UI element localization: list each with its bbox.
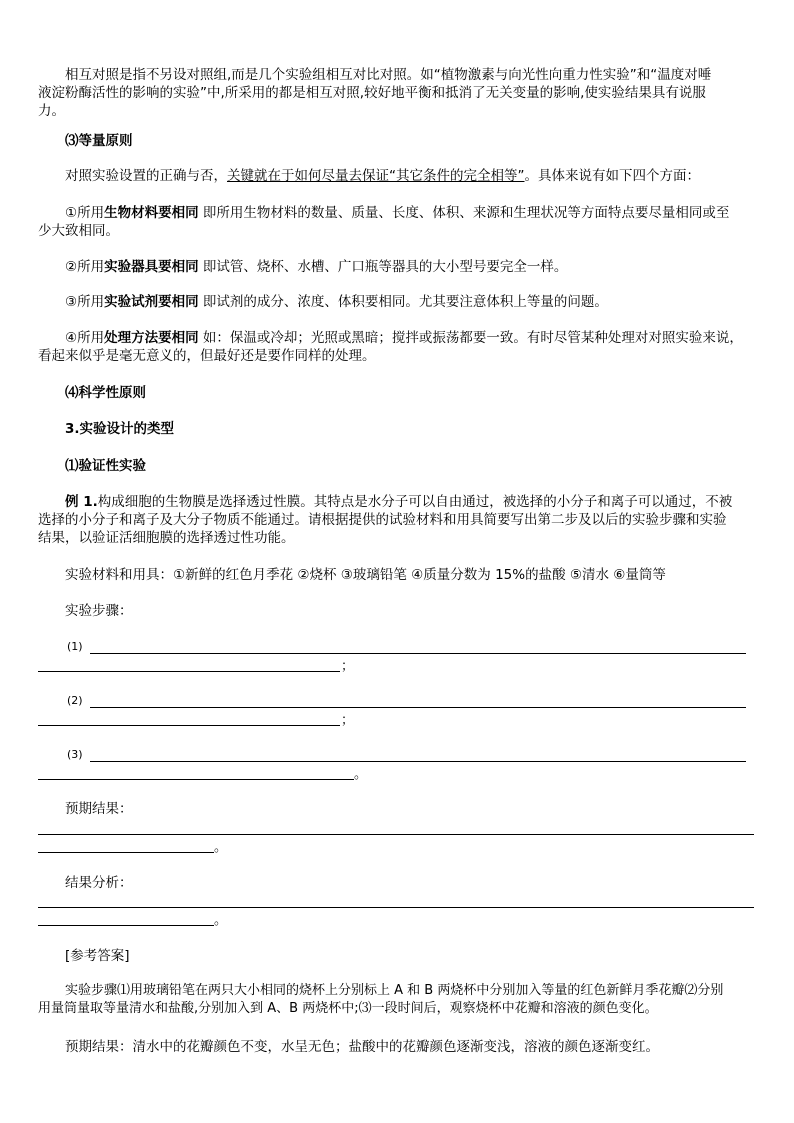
step-3-answer-line-2[interactable] [38, 779, 354, 780]
section-heading-verify: ⑴验证性实验 [65, 458, 146, 474]
steps-label: 实验步骤： [65, 603, 133, 619]
key-phrase: 关键就在于如何尽量去保证“其它条件的完全相等” [227, 168, 525, 184]
materials-list: 实验材料和用具：①新鲜的红色月季花 ②烧杯 ③玻璃铅笔 ④质量分数为 15%的盐酸 ⑤清水 ⑥量筒等 [65, 567, 666, 583]
step-2-answer-line-2[interactable] [38, 725, 340, 726]
intro-line-3: 力。 [38, 103, 65, 119]
step-1-answer-line-2[interactable] [38, 671, 340, 672]
example-line-3: 结果，以验证活细胞膜的选择透过性功能。 [38, 530, 295, 546]
item-2: ②所用实验器具要相同 即试管、烧杯、水槽、广口瓶等器具的大小型号要完全一样。 [65, 259, 568, 275]
expected-end-mark: 。 [214, 840, 228, 855]
intro-line-1: 相互对照是指不另设对照组,而是几个实验组相互对比对照。如“植物激素与向光性向重力性实验”和“温度对唾 [65, 67, 712, 83]
item-4-line-1: ④所用处理方法要相同 如：保温或冷却；光照或黑暗；搅拌或振荡都要一致。有时尽管某种处理对对照实验来说， [65, 330, 743, 346]
analysis-label: 结果分析： [65, 875, 133, 891]
expected-label: 预期结果： [65, 801, 133, 817]
example-line-2: 选择的小分子和离子及大分子物质不能通过。请根据提供的试验材料和用具简要写出第二步及以后的实验步骤和实验 [38, 512, 727, 528]
expected-answer-line-1[interactable] [38, 834, 754, 835]
step-2-number: (2) [67, 694, 83, 707]
example-line-1: 例 1.构成细胞的生物膜是选择透过性膜。其特点是水分子可以自由通过，被选择的小分子和离子可以通过，不被 [65, 494, 733, 510]
analysis-answer-line-1[interactable] [38, 907, 754, 908]
item-4-line-2: 看起来似乎是毫无意义的，但最好还是要作同样的处理。 [38, 348, 376, 364]
step-1-number: (1) [67, 640, 83, 653]
section-heading-science: ⑷科学性原则 [65, 385, 146, 401]
answer-line-1: 实验步骤⑴用玻璃铅笔在两只大小相同的烧杯上分别标上 A 和 B 两烧杯中分别加入等量的红色新鲜月季花瓣⑵分别 [65, 983, 724, 998]
section-heading-equal: ⑶等量原则 [65, 133, 133, 149]
equal-principle-paragraph: 对照实验设置的正确与否，关键就在于如何尽量去保证“其它条件的完全相等”。具体来说有如下四个方面： [65, 168, 700, 184]
expected-answer-line-2[interactable] [38, 852, 214, 853]
item-3: ③所用实验试剂要相同 即试剂的成分、浓度、体积要相同。尤其要注意体积上等量的问题。 [65, 294, 608, 310]
intro-line-2: 液淀粉酶活性的影响的实验”中,所采用的都是相互对照,较好地平衡和抵消了无关变量的影响,使实验结果具有说服 [38, 85, 706, 101]
answer-result: 预期结果：清水中的花瓣颜色不变，水呈无色；盐酸中的花瓣颜色逐渐变浅，溶液的颜色逐渐变红。 [65, 1039, 659, 1055]
step-3-number: (3) [67, 748, 83, 761]
answer-label: [参考答案] [65, 948, 130, 964]
step-3-end-mark: 。 [354, 767, 368, 782]
analysis-answer-line-2[interactable] [38, 925, 214, 926]
section-heading-types: 3.实验设计的类型 [65, 421, 175, 437]
step-3-answer-line-1[interactable] [90, 761, 746, 762]
item-1-line-2: 少大致相同。 [38, 223, 119, 239]
step-2-answer-line-1[interactable] [90, 707, 746, 708]
answer-line-2: 用量筒量取等量清水和盐酸,分别加入到 A、B 两烧杯中;⑶一段时间后，观察烧杯中花瓣和溶液的颜色变化。 [38, 1001, 658, 1016]
analysis-end-mark: 。 [214, 913, 228, 928]
step-1-answer-line-1[interactable] [90, 653, 746, 654]
step-1-end-mark: ； [341, 659, 355, 674]
item-1-line-1: ①所用生物材料要相同 即所用生物材料的数量、质量、长度、体积、来源和生理状况等方面特点要尽量相同或至 [65, 205, 730, 221]
step-2-end-mark: ； [341, 713, 355, 728]
